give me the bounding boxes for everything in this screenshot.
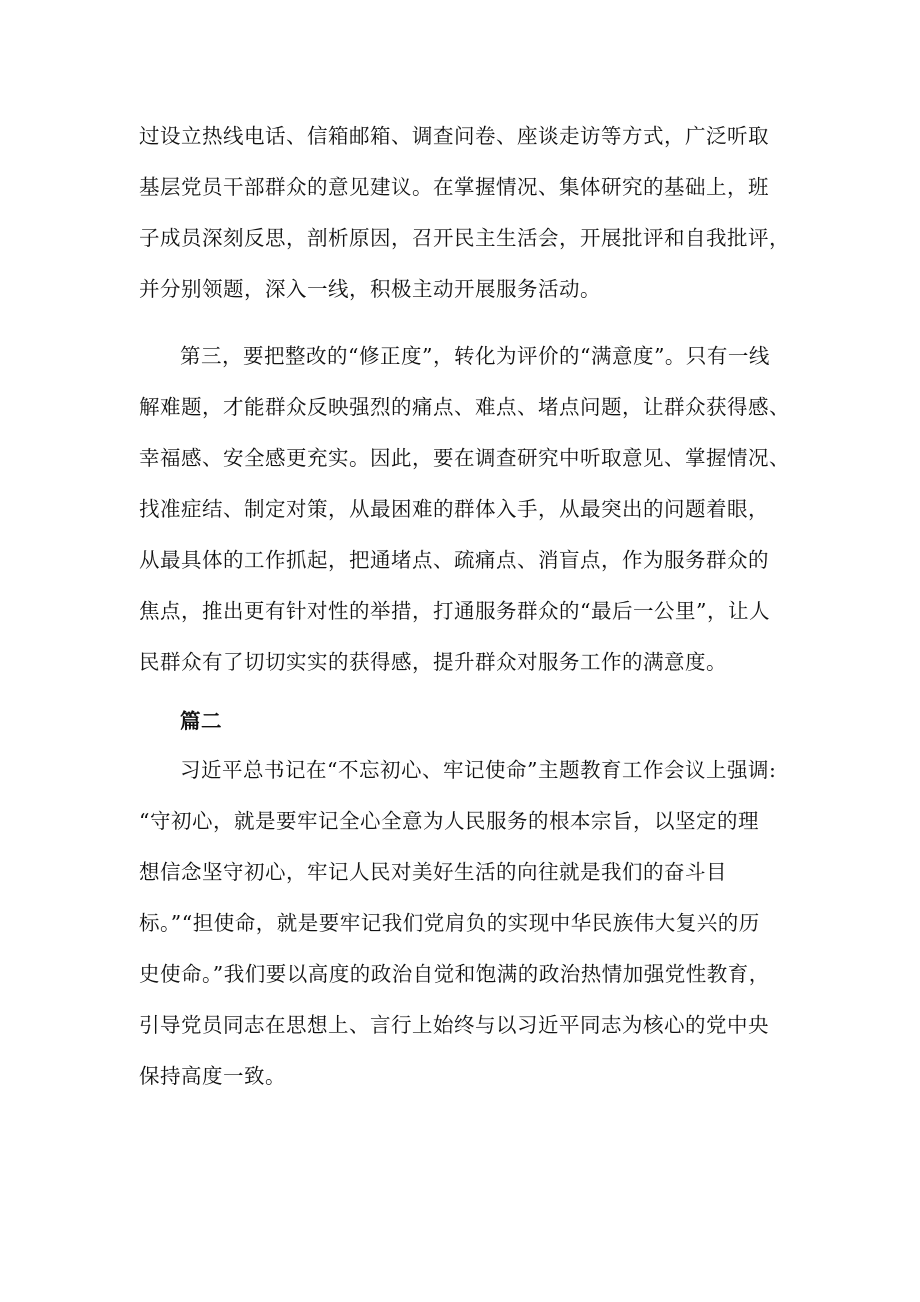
paragraph-line: 史使命。”我们要以高度的政治自觉和饱满的政治热情加强党性教育， (139, 962, 770, 986)
paragraph-line: 引导党员同志在思想上、言行上始终与以习近平同志为核心的党中央 (139, 1013, 769, 1037)
paragraph-1 (139, 111, 790, 315)
paragraph-line: 第三，要把整改的“修正度”，转化为评价的“满意度”。只有一线 (180, 344, 770, 368)
paragraph-line: 幸福感、安全感更充实。因此，要在调查研究中听取意见、掌握情况、 (139, 446, 790, 470)
paragraph-line: 民群众有了切切实实的获得感，提升群众对服务工作的满意度。 (139, 650, 727, 674)
paragraph-line: 过设立热线电话、信箱邮箱、调查问卷、座谈走访等方式，广泛听取 (139, 124, 769, 148)
paragraph-line: 标。”“担使命，就是要牢记我们党肩负的实现中华民族伟大复兴的历 (139, 911, 760, 935)
paragraph-line: 子成员深刻反思，剖析原因，召开民主生活会，开展批评和自我批评， (139, 226, 790, 250)
paragraph-line: 习近平总书记在“不忘初心、牢记使命”主题教育工作会议上强调: (180, 758, 777, 782)
paragraph-line: 保持高度一致。 (139, 1064, 286, 1088)
paragraph-line: 解难题，才能群众反映强烈的痛点、难点、堵点问题，让群众获得感、 (139, 395, 790, 419)
paragraph-2 (139, 331, 790, 688)
section-heading: 篇二 (180, 709, 222, 733)
paragraph-line: 并分别领题，深入一线，积极主动开展服务活动。 (139, 277, 601, 301)
paragraph-line: 焦点，推出更有针对性的举措，打通服务群众的“最后一公里”，让人 (139, 599, 770, 623)
paragraph-line: “守初心，就是要牢记全心全意为人民服务的根本宗旨，以坚定的理 (139, 809, 759, 833)
paragraph-line: 找准症结、制定对策，从最困难的群体入手，从最突出的问题着眼， (139, 497, 769, 521)
paragraph-line: 基层党员干部群众的意见建议。在掌握情况、集体研究的基础上，班 (139, 175, 769, 199)
paragraph-3 (139, 745, 779, 1102)
paragraph-line: 从最具体的工作抓起，把通堵点、疏痛点、消盲点，作为服务群众的 (139, 548, 769, 572)
paragraph-line: 想信念坚守初心，牢记人民对美好生活的向往就是我们的奋斗目 (139, 860, 727, 884)
